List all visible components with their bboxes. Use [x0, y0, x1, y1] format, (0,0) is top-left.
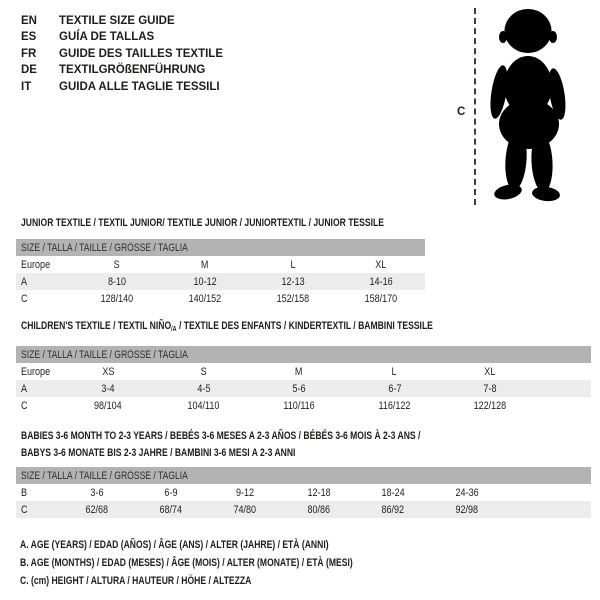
table-cell: XL [375, 258, 387, 271]
table-cell: M [295, 365, 303, 378]
right-ear-shape [549, 31, 557, 43]
row-label-cell: Europe [21, 258, 51, 271]
language-header [21, 13, 223, 95]
table-cell: 5-6 [251, 380, 347, 397]
language-row-it [21, 79, 223, 95]
size-header-cell [16, 467, 591, 484]
table-cell: 128/140 [100, 292, 134, 305]
junior-size-table [16, 239, 425, 307]
table-cell: 4-5 [156, 380, 251, 397]
language-title: GUIDA ALLE TAGLIE TESSILI [59, 80, 220, 93]
table-cell: 104/110 [187, 399, 220, 412]
size-header-cell [16, 346, 591, 363]
row-label-cell: B [21, 486, 28, 499]
table-cell-empty [504, 484, 591, 501]
table-cell: 6-9 [164, 486, 178, 499]
table-cell: 74/80 [208, 501, 282, 518]
table-row-months [16, 484, 591, 501]
table-cell: XS [101, 365, 115, 378]
size-header-cell [16, 239, 425, 256]
size-header-text: SIZE / TALLA / TAILLE / GRÖSSE / TAGLIA [21, 241, 188, 254]
table-cell: 110/116 [283, 399, 315, 412]
table-row-height [16, 290, 425, 307]
table-row-age [16, 380, 591, 397]
table-cell: 122/128 [473, 399, 507, 412]
table-cell: 8-10 [73, 273, 161, 290]
table-cell-empty [538, 363, 591, 380]
head-shape [505, 9, 552, 53]
language-code: FR [21, 47, 37, 60]
language-row-es [21, 29, 223, 45]
language-code: IT [21, 80, 32, 93]
table-cell: 86/92 [356, 501, 430, 518]
table-row-europe [16, 256, 425, 273]
language-title: TEXTILGRÖßENFÜHRUNG [59, 64, 206, 77]
table-cell: 92/98 [430, 501, 504, 518]
size-header-row [16, 467, 591, 484]
size-header-row [16, 346, 591, 363]
note-height: C. (cm) HEIGHT / ALTURA / HAUTEUR / HÖHE / ALTEZZA [20, 575, 252, 588]
table-cell: 62/68 [60, 501, 134, 518]
table-cell: 10-12 [161, 273, 249, 290]
language-row-de [21, 62, 223, 78]
table-cell-empty [504, 501, 591, 518]
language-row-fr [21, 46, 223, 62]
table-cell-empty [538, 397, 591, 414]
caption-prefix: CHILDREN'S TEXTILE / TEXTIL NIÑO [21, 320, 172, 332]
table-cell: 14-16 [337, 273, 425, 290]
table-cell: 3-4 [60, 380, 156, 397]
note-age-years: A. AGE (YEARS) / EDAD (AÑOS) / ÂGE (ANS) / ALTER (JAHRE) / ETÀ (ANNI) [20, 539, 329, 551]
caption-line-2: BABYS 3-6 MONATE BIS 2-3 JAHRE / BAMBINI 3-6 MESI A 2-3 ANNI [21, 446, 296, 459]
caption-suffix: / TEXTILE DES ENFANTS / KINDERTEXTIL / BAMBINI TESSILE [176, 320, 433, 332]
row-label-cell: A [16, 380, 60, 397]
table-row-height [16, 397, 591, 414]
table-cell: S [200, 365, 207, 378]
table-cell: 12-13 [249, 273, 337, 290]
table-cell: 9-12 [235, 486, 255, 499]
table-cell-empty [538, 380, 591, 397]
legend-notes [20, 536, 447, 591]
table-cell: 158/170 [364, 292, 398, 305]
table-cell: 18-24 [381, 486, 405, 499]
language-title: GUÍA DE TALLAS [59, 31, 155, 44]
size-header-text: SIZE / TALLA / TAILLE / GRÖSSE / TAGLIA [21, 348, 188, 361]
table-cell: M [201, 258, 209, 271]
note-age-months: B. AGE (MONTHS) / EDAD (MESES) / ÂGE (MOIS) / ALTER (MONATE) / ETÀ (MESI) [20, 557, 353, 570]
table-cell: XL [484, 365, 496, 378]
row-label-cell: C [21, 399, 28, 412]
table-cell: S [113, 258, 121, 271]
right-foot-shape [531, 186, 560, 203]
table-cell: 3-6 [90, 486, 104, 499]
table-cell: 12-18 [307, 486, 331, 499]
table-cell: 98/104 [94, 399, 122, 412]
table-row-age [16, 273, 425, 290]
table-cell: 68/74 [134, 501, 208, 518]
row-label-cell: Europe [21, 365, 51, 378]
table-cell: L [391, 365, 398, 378]
table-cell: 80/86 [282, 501, 356, 518]
row-label-cell: C [16, 501, 60, 518]
caption-line-1: BABIES 3-6 MONTH TO 2-3 YEARS / BEBÉS 3-6 MESES A 2-3 AÑOS / BÉBÉS 3-6 MOIS À 2-3 ANS / [21, 430, 421, 442]
left-ear-shape [499, 31, 507, 43]
table-row-europe [16, 363, 591, 380]
table-cell: 7-8 [442, 380, 538, 397]
language-row-en [21, 13, 223, 29]
table-cell: 152/158 [276, 292, 310, 305]
babies-size-table [16, 467, 591, 518]
table-cell: 116/122 [378, 399, 411, 412]
row-label-cell: C [21, 292, 28, 305]
children-size-table [16, 346, 591, 414]
figure-height-label: C [457, 106, 466, 118]
table-cell: 6-7 [347, 380, 442, 397]
language-title: TEXTILE SIZE GUIDE [59, 15, 175, 27]
height-measure-dashed-line [474, 8, 476, 205]
size-header-text: SIZE / TALLA / TAILLE / GRÖSSE / TAGLIA [21, 469, 188, 482]
language-title: GUIDE DES TAILLES TEXTILE [59, 47, 223, 60]
babies-section-caption [21, 428, 533, 461]
table-row-height [16, 501, 591, 518]
caption-text [21, 320, 433, 333]
baby-body [487, 9, 568, 202]
caption-text: JUNIOR TEXTILE / TEXTIL JUNIOR/ TEXTILE JUNIOR / JUNIORTEXTIL / JUNIOR TESSILE [21, 217, 384, 229]
baby-silhouette [478, 8, 574, 208]
shorts-shape [499, 99, 559, 149]
size-header-row [16, 239, 425, 256]
row-label-cell: A [16, 273, 73, 290]
caption-subscript: /A [171, 326, 177, 333]
junior-section-caption [21, 217, 486, 229]
language-code: EN [21, 15, 37, 27]
language-code: ES [21, 31, 37, 44]
table-cell: 140/152 [188, 292, 222, 305]
language-code: DE [21, 64, 37, 77]
table-cell: 24-36 [455, 486, 479, 499]
table-cell: L [290, 258, 296, 271]
children-section-caption [21, 320, 549, 333]
